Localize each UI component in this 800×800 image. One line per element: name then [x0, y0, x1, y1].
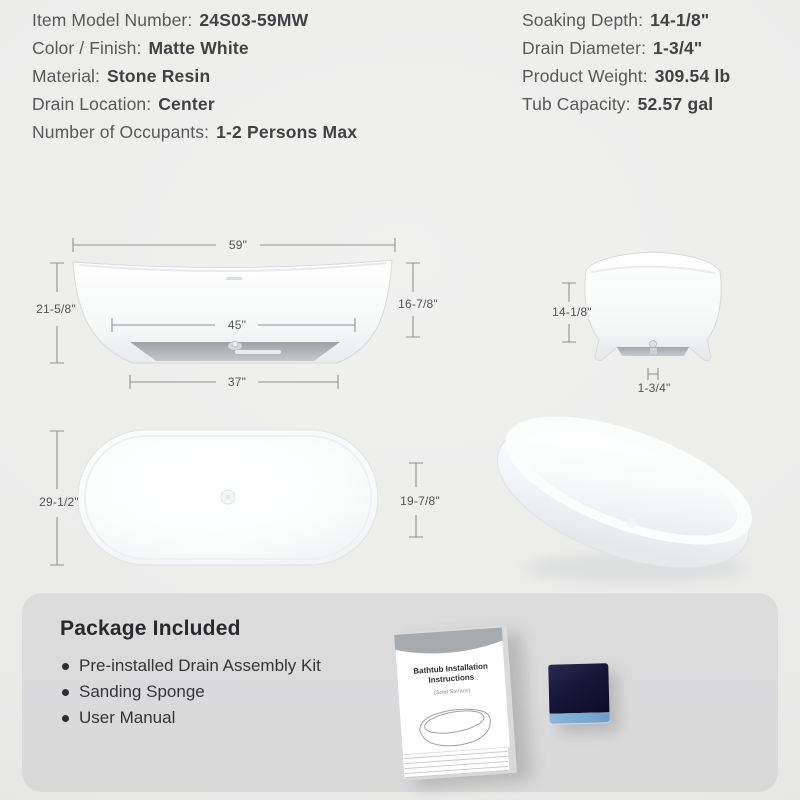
spec-label: Soaking Depth:: [522, 10, 644, 30]
dim-end-depth: 14-1/8": [552, 305, 592, 319]
bullet-dot-icon: [62, 689, 69, 696]
manual-title-line1: Bathtub Installation: [413, 661, 489, 676]
spec-drain-diameter: [522, 38, 730, 66]
dim-top-inner-width: 19-7/8": [400, 494, 440, 508]
spec-label: Drain Location:: [32, 94, 152, 114]
package-item-label: Pre-installed Drain Assembly Kit: [79, 656, 321, 675]
spec-column-left: [32, 10, 357, 150]
spec-label: Item Model Number:: [32, 10, 193, 30]
spec-soaking-depth: [522, 10, 730, 38]
bullet-dot-icon: [62, 715, 69, 722]
spec-column-right: [522, 10, 730, 122]
manual-subtitle: (Solid Surface): [433, 687, 471, 697]
package-item-label: Sanding Sponge: [79, 682, 205, 701]
dim-front-base-width: 37": [227, 375, 247, 389]
sponge-abrasive-side: [548, 663, 609, 714]
package-item-sanding-sponge: [62, 679, 321, 705]
spec-value: 52.57 gal: [637, 94, 714, 114]
bullet-dot-icon: [62, 663, 69, 670]
spec-value: Center: [158, 94, 215, 114]
front-view-tub-illustration: [30, 230, 460, 398]
instruction-manual-booklet: [391, 625, 517, 781]
spec-label: Drain Diameter:: [522, 38, 647, 58]
perspective-view-diagram: [470, 400, 780, 590]
front-view-diagram: [30, 230, 460, 398]
spec-value: Stone Resin: [107, 66, 211, 86]
spec-value: 309.54 lb: [654, 66, 731, 86]
spec-label: Color / Finish:: [32, 38, 142, 58]
spec-value: 24S03-59MW: [199, 10, 309, 30]
spec-occupants: [32, 122, 357, 150]
spec-label: Product Weight:: [522, 66, 648, 86]
package-list: [62, 653, 321, 731]
dim-top-outer-width: 29-1/2": [39, 495, 79, 509]
spec-label: Number of Occupants:: [32, 122, 210, 142]
spec-label: Tub Capacity:: [522, 94, 631, 114]
top-view-diagram: [20, 405, 460, 585]
spec-label: Material:: [32, 66, 101, 86]
sanding-sponge: [548, 663, 610, 725]
spec-drain-location: [32, 94, 357, 122]
spec-tub-capacity: [522, 94, 730, 122]
spec-value: 1-2 Persons Max: [216, 122, 358, 142]
manual-title-line2: Instructions: [428, 672, 475, 685]
package-title: Package Included: [60, 617, 241, 640]
spec-value: Matte White: [148, 38, 249, 58]
package-item-drain-kit: [62, 653, 321, 679]
perspective-tub-illustration: [470, 400, 780, 590]
spec-value: 1-3/4": [653, 38, 703, 58]
spec-color-finish: [32, 38, 357, 66]
spec-item-model-number: [32, 10, 357, 38]
top-view-tub-illustration: [20, 405, 460, 585]
spec-product-weight: [522, 66, 730, 94]
package-item-user-manual: [62, 705, 321, 731]
spec-material: [32, 66, 357, 94]
spec-value: 14-1/8": [650, 10, 710, 30]
dim-front-left-height: 21-5/8": [36, 302, 76, 316]
dim-front-top-width: 59": [228, 238, 248, 252]
dim-end-drain-width: 1-3/4": [637, 381, 671, 395]
package-item-label: User Manual: [79, 708, 176, 727]
sponge-foam-side: [550, 712, 610, 724]
dim-front-inner-width: 45": [227, 318, 247, 332]
end-view-diagram: [540, 230, 780, 398]
manual-cover-illustration: [391, 625, 517, 781]
dim-front-right-height: 16-7/8": [398, 297, 438, 311]
package-included-panel: [22, 593, 778, 792]
